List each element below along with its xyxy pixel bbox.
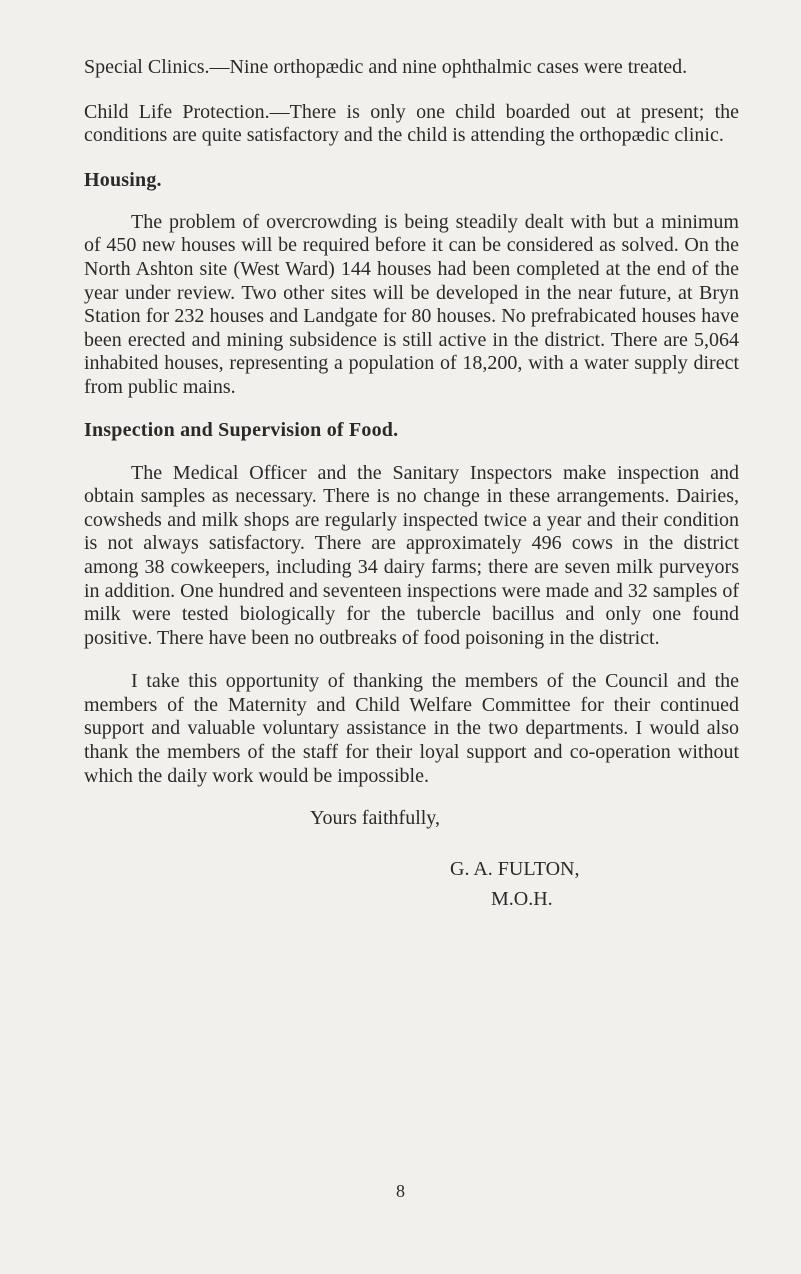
special-clinics-paragraph: Special Clinics.—Nine orthopædic and nine ophthalmic cases were treated. (84, 56, 688, 78)
housing-heading: Housing. (84, 168, 162, 191)
housing-paragraph: The problem of overcrowding is being steadily dealt with but a minimum of 450 new houses will be required before it can be considered as solved. On the North Ashton site (West Ward) 144 houses had been completed at the end of the year under review. Two other sites will be developed in the near future, at Bryn Station for 232 houses and Landgate for 80 houses. No prefrabicated houses have been erected and mining subsidence is still active in the district. There are 5,064 inhabited houses, representing a population of 18,200, with a water supply direct from public mains. (84, 210, 739, 398)
signature-block (84, 854, 739, 914)
signature-name: G. A. FULTON, (450, 858, 580, 881)
child-life-paragraph: Child Life Protection.—There is only one child boarded out at present; the conditions are quite satisfactory and the child is attending the orthopædic clinic. (84, 100, 739, 147)
closing-salutation: Yours faithfully, (310, 807, 441, 830)
page-number: 8 (396, 1181, 405, 1201)
signature-title: M.O.H. (491, 888, 553, 911)
food-inspection-paragraph: The Medical Officer and the Sanitary Inspectors make inspection and obtain samples as necessary. There is no change in these arrangements. Dairies, cowsheds and milk shops are regularly inspected twice a year and their condition is not always satisfactory. There are approximately 496 cows in the district among 38 cowkeepers, including 34 dairy farms; there are seven milk purveyors in addition. One hundred and seventeen inspections were made and 32 samples of milk were tested biologically for the tubercle bacillus and only one found positive. There have been no outbreaks of food poisoning in the district. (84, 461, 739, 649)
food-inspection-heading: Inspection and Supervision of Food. (84, 418, 399, 441)
thanks-paragraph: I take this opportunity of thanking the members of the Council and the members of the Maternity and Child Welfare Committee for their continued support and valuable voluntary assistance in the two departments. I would also thank the members of the staff for their loyal support and co-operation without which the daily work would be impossible. (84, 670, 739, 787)
